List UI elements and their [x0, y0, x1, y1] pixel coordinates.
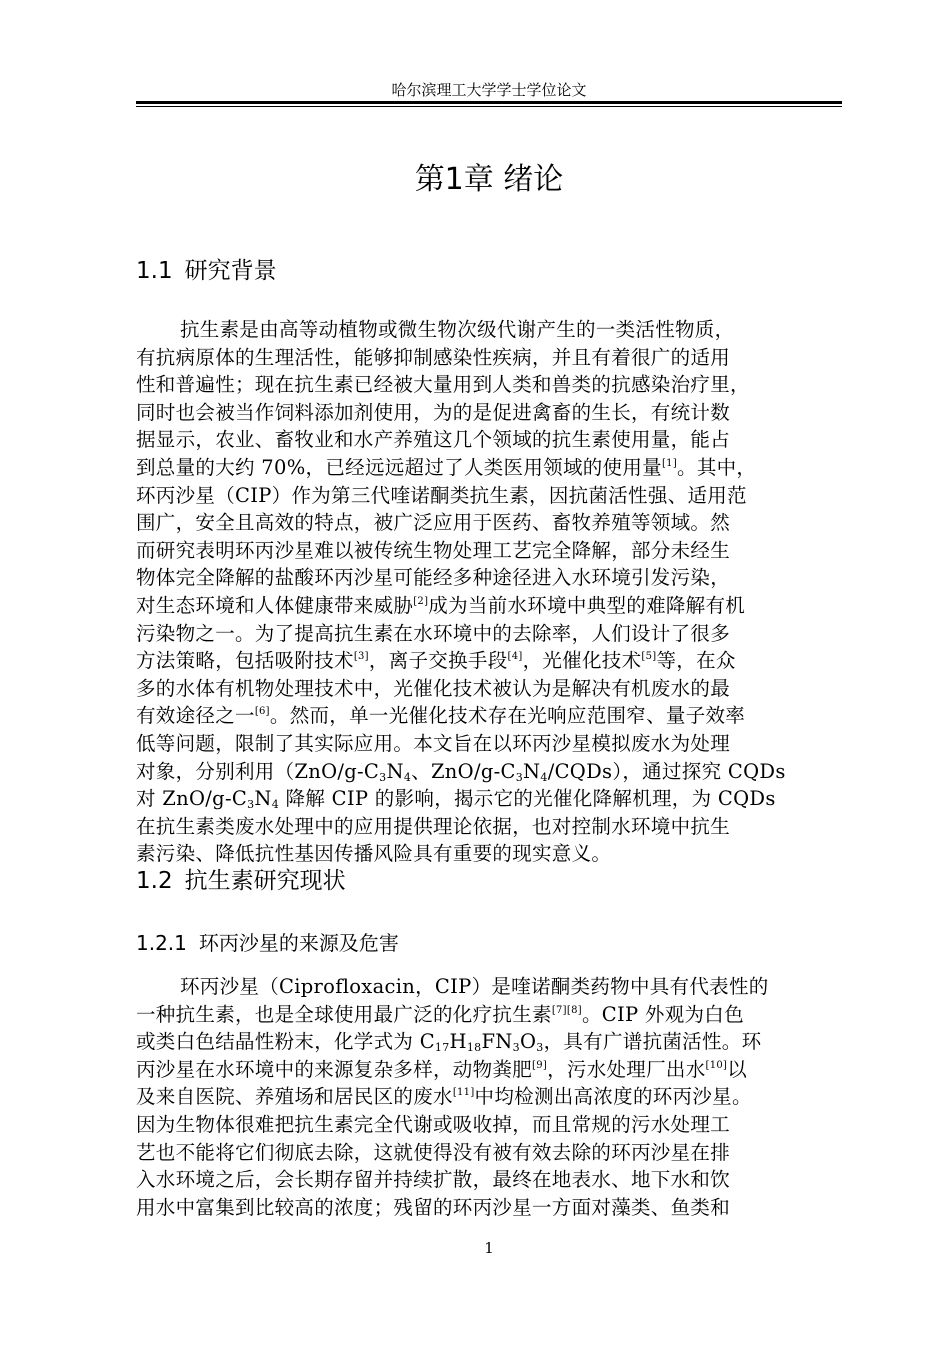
- text-line: 艺也不能将它们彻底去除，这就使得没有被有效去除的环丙沙星在排: [136, 1140, 731, 1164]
- section-number: 1.2: [136, 868, 173, 894]
- text-line: [136, 1083, 842, 1111]
- text-line: 因为生物体很难把抗生素完全代谢或吸收掉，而且常规的污水处理工: [136, 1112, 731, 1136]
- text-run: 有效途径之一: [136, 704, 255, 728]
- text-run: H: [449, 1030, 467, 1054]
- text-run: ，污水处理厂出水: [547, 1057, 706, 1081]
- text-run: 到总量的大约 70%，已经远远超过了人类医用领域的使用量: [136, 455, 662, 479]
- text-line: 抗生素是由高等动植物或微生物次级代谢产生的一类活性物质，: [180, 318, 735, 341]
- citation: [6]: [254, 706, 270, 718]
- subscript: 18: [466, 1041, 482, 1055]
- text-run: 成为当前水环境中典型的难降解有机: [428, 593, 746, 617]
- text-run: 对象，分别利用（ZnO/g-C: [136, 759, 380, 783]
- text-run: 。然而，单一光催化技术存在光响应范围窄、量子效率: [269, 704, 746, 728]
- text-line: 有抗病原体的生理活性，能够抑制感染性疾病，并且有着很广的适用: [136, 345, 731, 369]
- text-line: 低等问题，限制了其实际应用。本文旨在以环丙沙星模拟废水为处理: [136, 731, 731, 755]
- text-run: N: [254, 787, 272, 811]
- citation: [4]: [507, 651, 523, 663]
- text-run: N: [386, 759, 404, 783]
- text-run: O: [519, 1030, 537, 1054]
- text-line: [136, 1001, 842, 1029]
- paragraph-cip-source: [136, 973, 842, 1221]
- text-run: 、ZnO/g-C: [411, 759, 516, 783]
- text-run: ，光催化技术: [522, 649, 642, 673]
- citation: [1]: [661, 457, 678, 469]
- citation: [3]: [353, 651, 369, 663]
- paragraph-background: [136, 316, 842, 868]
- citation: [9]: [532, 1059, 548, 1071]
- subscript: 4: [403, 770, 412, 784]
- citation: [2]: [413, 595, 429, 607]
- text-line: 性和普遍性；现在抗生素已经被大量用到人类和兽类的抗感染治疗里，: [136, 373, 750, 397]
- section-heading-1-2: [136, 866, 346, 896]
- text-line: 同时也会被当作饲料添加剂使用，为的是促进禽畜的生长，有统计数: [136, 400, 731, 424]
- text-line: [136, 785, 842, 813]
- subscript: 4: [271, 798, 280, 812]
- text-run: 。其中，: [677, 455, 757, 479]
- text-line: [136, 454, 842, 482]
- text-run: 或类白色结晶性粉末，化学式为 C: [136, 1030, 435, 1054]
- subsection-heading-1-2-1: [136, 929, 399, 957]
- subscript: 3: [536, 1041, 544, 1055]
- section-title: 抗生素研究现状: [184, 868, 346, 894]
- text-run: ，具有广谱抗菌活性。环: [543, 1030, 762, 1054]
- text-line: 环丙沙星（Ciprofloxacin，CIP）是喹诺酮类药物中具有代表性的: [180, 975, 769, 998]
- text-run: 中均检测出高浓度的环丙沙星。: [474, 1085, 752, 1109]
- text-line: [136, 1028, 842, 1056]
- citation: [5]: [641, 651, 657, 663]
- text-run: 一种抗生素，也是全球使用最广泛的化疗抗生素: [136, 1002, 552, 1026]
- text-run: /CQDs），通过探究 CQDs: [547, 759, 786, 783]
- header-rule-thick: [136, 101, 842, 104]
- text-run: 。CIP 外观为白色: [581, 1002, 744, 1026]
- text-line: [136, 758, 842, 786]
- chapter-title: 第1章 绪论: [414, 162, 564, 197]
- text-run: 对生态环境和人体健康带来威胁: [136, 593, 414, 617]
- text-run: FN: [481, 1030, 513, 1054]
- text-line: [136, 647, 842, 675]
- text-line: 而研究表明环丙沙星难以被传统生物处理工艺完全降解，部分未经生: [136, 538, 731, 562]
- text-line: 据显示，农业、畜牧业和水产养殖这几个领域的抗生素使用量，能占: [136, 428, 731, 452]
- citation: [10]: [705, 1059, 728, 1071]
- section-title: 研究背景: [184, 258, 277, 284]
- text-line: 入水环境之后，会长期存留并持续扩散，最终在地表水、地下水和饮: [136, 1168, 731, 1192]
- text-run: ，离子交换手段: [368, 649, 508, 673]
- text-run: 降解 CIP 的影响，揭示它的光催化降解机理，为 CQDs: [279, 787, 776, 811]
- text-line: 用水中富集到比较高的浓度；残留的环丙沙星一方面对藻类、鱼类和: [136, 1195, 731, 1219]
- text-line: 多的水体有机物处理技术中，光催化技术被认为是解决有机废水的最: [136, 676, 731, 700]
- text-run: 以: [727, 1057, 748, 1081]
- text-run: 丙沙星在水环境中的来源复杂多样，动物粪肥: [136, 1057, 533, 1081]
- text-run: 方法策略，包括吸附技术: [136, 649, 354, 673]
- text-line: 环丙沙星（CIP）作为第三代喹诺酮类抗生素，因抗菌活性强、适用范: [136, 483, 747, 507]
- text-run: 对 ZnO/g-C: [136, 787, 248, 811]
- subscript: 3: [379, 770, 387, 784]
- subscript: 4: [540, 770, 548, 784]
- header-rule-thin: [136, 106, 842, 107]
- subscript: 17: [434, 1041, 450, 1055]
- text-line: [136, 1056, 842, 1084]
- text-line: 在抗生素类废水处理中的应用提供理论依据，也对控制水环境中抗生: [136, 814, 731, 838]
- text-line: 素污染、降低抗性基因传播风险具有重要的现实意义。: [136, 842, 612, 866]
- text-run: N: [523, 759, 541, 783]
- text-line: 围广，安全且高效的特点，被广泛应用于医药、畜牧养殖等领域。然: [136, 511, 731, 535]
- text-line: 物体完全降解的盐酸环丙沙星可能经多种途径进入水环境引发污染，: [136, 566, 731, 590]
- section-title: 环丙沙星的来源及危害: [198, 931, 399, 955]
- text-run: 及来自医院、养殖场和居民区的废水: [136, 1085, 453, 1109]
- citation: [11]: [452, 1087, 475, 1099]
- subscript: 3: [512, 1041, 520, 1055]
- page-number: 1: [484, 1239, 494, 1257]
- text-line: [136, 702, 842, 730]
- running-header: 哈尔滨理工大学学士学位论文: [391, 81, 587, 99]
- subscript: 3: [515, 770, 524, 784]
- text-line: 污染物之一。为了提高抗生素在水环境中的去除率，人们设计了很多: [136, 621, 731, 645]
- subscript: 3: [247, 798, 255, 812]
- section-number: 1.1: [136, 258, 173, 284]
- section-number: 1.2.1: [136, 931, 187, 955]
- citation: [7][8]: [551, 1004, 582, 1016]
- section-heading-1-1: [136, 256, 277, 286]
- text-run: 等，在众: [656, 649, 736, 673]
- text-line: [136, 592, 842, 620]
